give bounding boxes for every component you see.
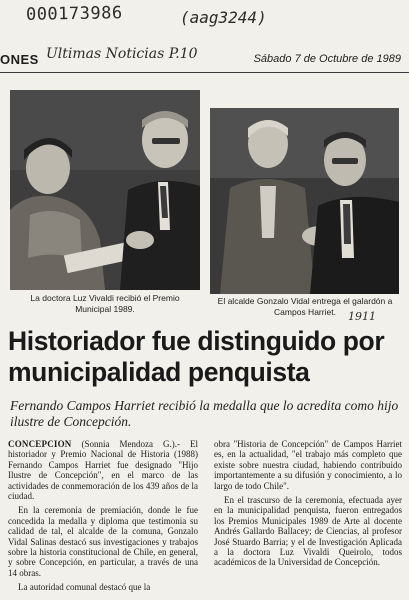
article-paragraph: La autoridad comunal destacó que la	[18, 582, 151, 593]
article-column-left	[8, 439, 198, 597]
article-paragraph: En el trascurso de la ceremonia, efectuada ayer en la municipalidad penquista, fueron entregados los Premios Municipales 1989 de Arte al docente Andrés Gallardo Ballacey; de Ciencias, al profesor José Stuardo Barria; y el de Investigación Aplicada a la doctora Luz Vivaldi Queirolo, todos académicos de la Universidad de Concepción.	[214, 495, 402, 568]
dateline: CONCEPCION	[8, 439, 72, 449]
photo-illustration-right	[210, 108, 399, 294]
archive-code: (aag3244)	[180, 8, 267, 27]
headline: Historiador fue distinguido por municipalidad penquista	[8, 326, 385, 387]
page-note: Ultimas Noticias P.10	[46, 46, 198, 62]
year-note: 1911	[348, 310, 376, 323]
byline: (Sonnia Mendoza G.).-	[81, 439, 180, 449]
photo-caption-right: El alcalde Gonzalo Vidal entrega el galardón a Campos Harriet.	[217, 296, 393, 317]
masthead-rule	[0, 72, 409, 73]
section-name: ONES	[0, 52, 39, 67]
issue-date: Sábado 7 de Octubre de 1989	[253, 53, 401, 65]
article-paragraph: obra "Historia de Concepción" de Campos Harriet es, en la actualidad, "el trabajo más completo que existe sobre nuestra ciudad, habiendo contribuido importantemente a su difusión y conocimiento, a lo largo de todo Chile".	[214, 439, 402, 491]
photo-award-vivaldi	[10, 90, 200, 290]
archive-id: 000173986	[25, 3, 123, 25]
photo-caption-left: La doctora Luz Vivaldi recibió el Premio Municipal 1989.	[30, 293, 180, 314]
masthead	[0, 46, 409, 72]
photo-illustration-left	[10, 90, 200, 290]
paragraph-text: El historiador y Premio Nacional de Historia (1988) Fernando Campos Harriet fue designado "Hijo Ilustre de Concepción", en el marco de las actividades de conmemoración de los 439 años de la ciudad.	[8, 439, 198, 502]
article-paragraph: En la ceremonia de premiación, donde le fue concedida la medalla y diploma que testimonia su calidad de tal, el alcalde de la comuna, Gonzalo Vidal Salinas destacó sus investigaciones y trabajos sobre la historia constitucional de Chile, en general, y sobre Concepción, en particular, a través de una 14 obras.	[8, 505, 198, 578]
article-column-right	[214, 439, 402, 572]
deck: Fernando Campos Harriet recibió la medalla que lo acredita como hijo ilustre de Concepción.	[10, 398, 399, 429]
photo-award-campos-harriet	[210, 108, 399, 294]
article-paragraph	[8, 439, 198, 501]
